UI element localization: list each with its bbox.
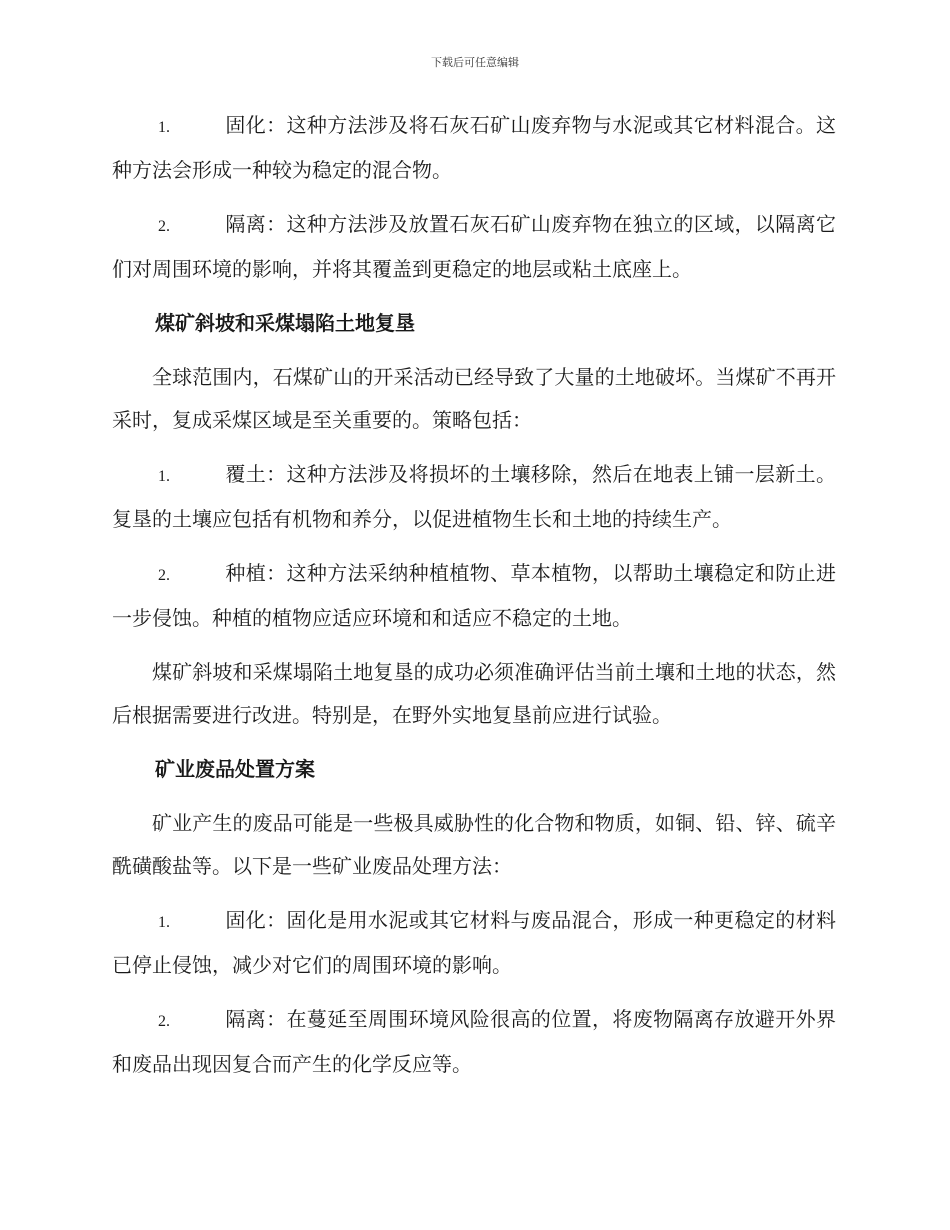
list-item-text: 种植：这种方法采纳种植植物、草本植物，以帮助土壤稳定和防止进一步侵蚀。种植的植物应适应环境和和适应不稳定的土地。 xyxy=(112,561,836,630)
list-number: 2. xyxy=(158,218,170,235)
list-item xyxy=(112,203,836,291)
section-heading: 煤矿斜坡和采煤塌陷土地复垦 xyxy=(155,311,415,335)
page-header: 下载后可任意编辑 xyxy=(431,56,519,69)
paragraph: 矿业产生的废品可能是一些极具威胁性的化合物和物质，如铜、铅、锌、硫辛酰磺酸盐等。以下是一些矿业废品处理方法： xyxy=(112,811,836,878)
list-number: 1. xyxy=(158,119,170,136)
list-item-text: 覆土：这种方法涉及将损坏的土壤移除，然后在地表上铺一层新土。复垦的土壤应包括有机物和养分，以促进植物生长和土地的持续生产。 xyxy=(112,462,836,531)
list-number: 1. xyxy=(158,468,170,485)
paragraph: 全球范围内，石煤矿山的开采活动已经导致了大量的土地破坏。当煤矿不再开采时，复成采煤区域是至关重要的。策略包括： xyxy=(112,365,836,432)
list-item-text: 固化：固化是用水泥或其它材料与废品混合，形成一种更稳定的材料已停止侵蚀，减少对它们的周围环境的影响。 xyxy=(112,908,836,977)
list-item xyxy=(112,998,836,1086)
list-item-text: 隔离：在蔓延至周围环境风险很高的位置，将废物隔离存放避开外界和废品出现因复合而产生的化学反应等。 xyxy=(112,1007,836,1076)
list-item xyxy=(112,453,836,541)
paragraph: 煤矿斜坡和采煤塌陷土地复垦的成功必须准确评估当前土壤和土地的状态，然后根据需要进行改进。特别是，在野外实地复垦前应进行试验。 xyxy=(112,660,836,727)
list-number: 2. xyxy=(158,1013,170,1030)
list-number: 2. xyxy=(158,567,170,584)
list-item xyxy=(112,104,836,192)
document-body xyxy=(112,104,836,1097)
list-item-text: 固化：这种方法涉及将石灰石矿山废弃物与水泥或其它材料混合。这种方法会形成一种较为稳定的混合物。 xyxy=(112,113,836,182)
list-item-text: 隔离：这种方法涉及放置石灰石矿山废弃物在独立的区域，以隔离它们对周围环境的影响，并将其覆盖到更稳定的地层或粘土底座上。 xyxy=(112,212,836,281)
list-item xyxy=(112,899,836,987)
section-heading: 矿业废品处置方案 xyxy=(155,757,315,781)
list-item xyxy=(112,552,836,640)
list-number: 1. xyxy=(158,914,170,931)
